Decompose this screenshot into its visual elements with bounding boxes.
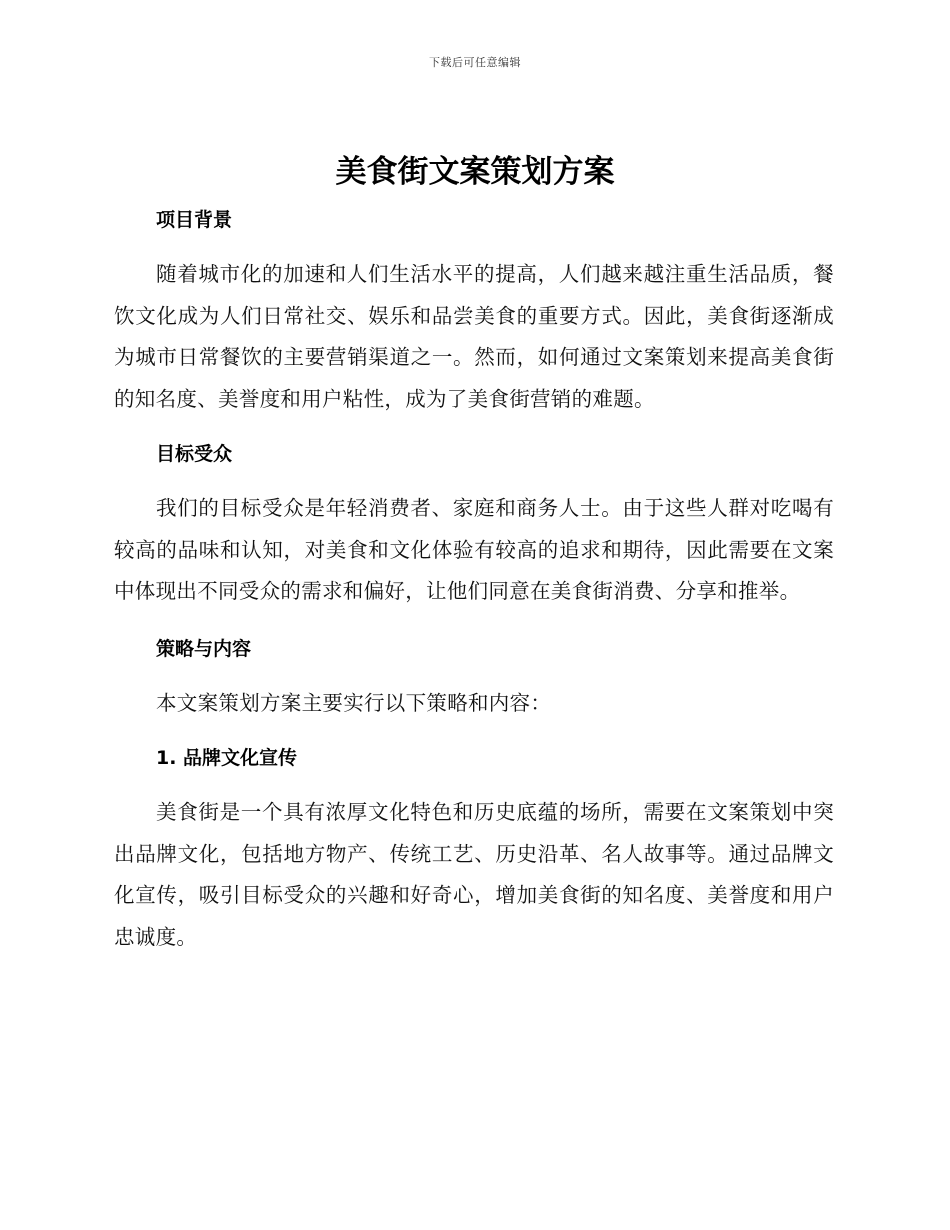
document-title: 美食街文案策划方案: [335, 154, 615, 190]
section-heading-strategy: 策略与内容: [156, 637, 252, 660]
section-heading-background: 项目背景: [156, 209, 233, 231]
section-heading-audience: 目标受众: [156, 443, 233, 465]
section-paragraph-background: 随着城市化的加速和人们生活水平的提高，人们越来越注重生活品质，餐饮文化成为人们日常社交、娱乐和品尝美食的重要方式。因此，美食街逐渐成为城市日常餐饮的主要营销渠道之一。然而，如何通过文案策划来提高美食街的知名度、美誉度和用户粘性，成为了美食街营销的难题。: [114, 262, 834, 411]
section-paragraph-strategy: 本文案策划方案主要实行以下策略和内容：: [156, 690, 552, 715]
section-paragraph-brand-culture: 美食街是一个具有浓厚文化特色和历史底蕴的场所，需要在文案策划中突出品牌文化，包括地方物产、传统工艺、历史沿革、名人故事等。通过品牌文化宣传，吸引目标受众的兴趣和好奇心，增加美食街的知名度、美誉度和用户忠诚度。: [114, 800, 834, 949]
header-note: 下载后可任意编辑: [429, 56, 521, 69]
section-heading-brand-culture: 1. 品牌文化宣传: [156, 747, 298, 769]
section-paragraph-audience: 我们的目标受众是年轻消费者、家庭和商务人士。由于这些人群对吃喝有较高的品味和认知，对美食和文化体验有较高的追求和期待，因此需要在文案中体现出不同受众的需求和偏好，让他们同意在美食街消费、分享和推举。: [114, 496, 834, 603]
document-body: [114, 198, 834, 958]
